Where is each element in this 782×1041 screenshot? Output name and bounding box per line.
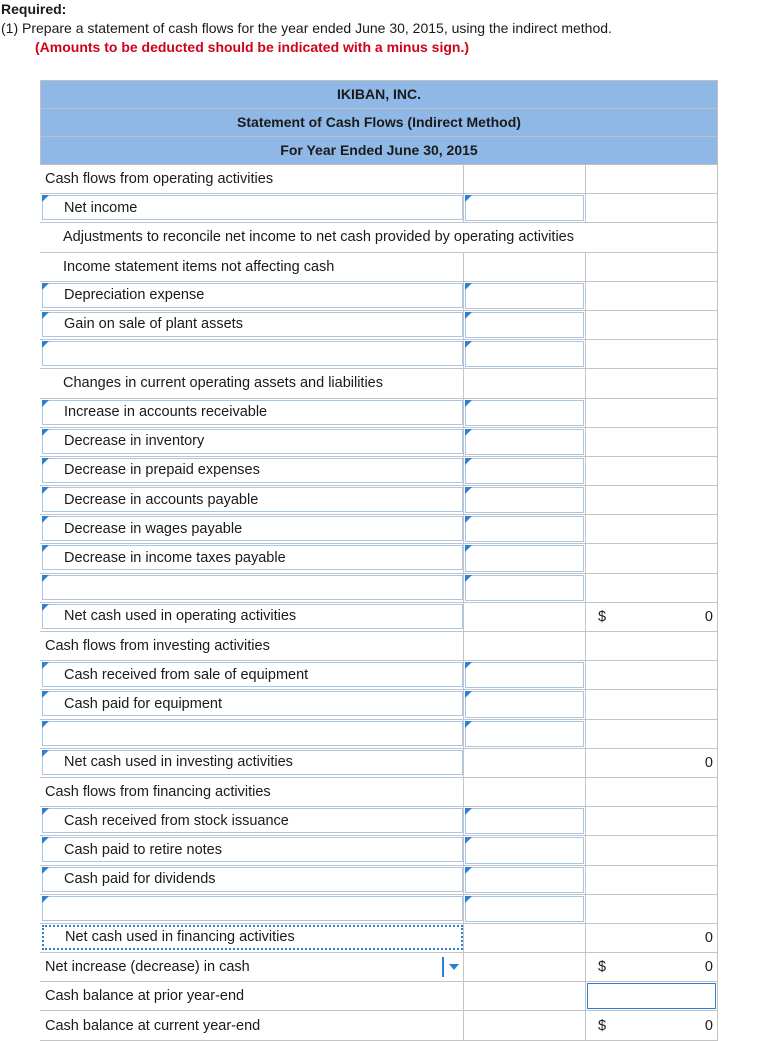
company-name: IKIBAN, INC. — [40, 80, 718, 108]
input-marker-icon — [465, 487, 472, 494]
total-cell — [585, 457, 718, 485]
row-label: Cash paid to retire notes — [64, 841, 222, 858]
dropdown-marker-icon — [42, 604, 49, 611]
row-label: Decrease in prepaid expenses — [64, 462, 260, 479]
row-label: Decrease in wages payable — [64, 520, 243, 537]
row-net-cash-operating — [40, 603, 718, 632]
total-cell — [585, 661, 718, 689]
input-marker-icon — [465, 662, 472, 669]
amount-input[interactable] — [465, 721, 584, 747]
amount-cell — [463, 165, 585, 193]
dropdown-marker-icon — [42, 516, 49, 523]
input-marker-icon — [465, 195, 472, 202]
total-cell — [585, 924, 718, 952]
row-label: Income statement items not affecting cash — [63, 258, 335, 275]
amount-cell — [463, 399, 585, 427]
row-blank-entry — [40, 574, 718, 603]
dropdown-marker-icon — [42, 283, 49, 290]
total-cell — [585, 1011, 718, 1039]
row-label: Net cash used in operating activities — [64, 608, 297, 625]
row-label: Cash flows from investing activities — [45, 638, 270, 655]
amount-cell — [463, 603, 585, 631]
dropdown-marker-icon — [42, 487, 49, 494]
total-value: 0 — [704, 1017, 713, 1034]
amount-cell — [463, 515, 585, 543]
total-cell — [585, 194, 718, 222]
row-blank-entry — [40, 720, 718, 749]
amount-cell — [463, 982, 585, 1010]
row-label: Cash received from sale of equipment — [64, 666, 309, 683]
amount-input[interactable] — [465, 341, 584, 367]
dropdown-arrow-icon[interactable] — [442, 957, 460, 977]
total-cell — [585, 632, 718, 660]
total-value: 0 — [704, 929, 713, 946]
row-sale-of-equipment — [40, 661, 718, 690]
row-label: Cash balance at current year-end — [45, 1017, 261, 1034]
row-cash-prior — [40, 982, 718, 1011]
account-select[interactable] — [42, 458, 463, 483]
amount-cell — [463, 924, 585, 952]
dropdown-marker-icon — [42, 575, 49, 582]
amount-input[interactable] — [465, 283, 584, 309]
amount-input[interactable] — [465, 429, 584, 455]
input-marker-icon — [465, 575, 472, 582]
row-label: Cash flows from financing activities — [45, 784, 271, 801]
amount-cell — [463, 895, 585, 923]
dropdown-marker-icon — [42, 896, 49, 903]
row-label: Depreciation expense — [64, 287, 205, 304]
dropdown-marker-icon — [42, 691, 49, 698]
account-select[interactable] — [42, 400, 463, 425]
instructions — [1, 0, 612, 57]
row-label: Decrease in income taxes payable — [64, 549, 286, 566]
amount-cell — [463, 340, 585, 368]
row-income-taxes-payable — [40, 544, 718, 573]
total-cell — [585, 574, 718, 602]
row-label: Cash paid for dividends — [64, 871, 216, 887]
input-marker-icon — [465, 691, 472, 698]
row-blank-entry — [40, 895, 718, 924]
statement-period: For Year Ended June 30, 2015 — [40, 136, 718, 165]
total-cell — [585, 223, 718, 251]
row-cash-current — [40, 1011, 718, 1040]
instruction-line: (1) Prepare a statement of cash flows for the year ended June 30, 2015, using the indirect method. — [1, 20, 612, 36]
row-label: Net increase (decrease) in cash — [45, 959, 250, 976]
amount-input[interactable] — [465, 195, 584, 221]
amount-input[interactable] — [465, 867, 584, 893]
amount-input[interactable] — [465, 487, 584, 513]
total-cell — [585, 720, 718, 748]
dropdown-marker-icon — [42, 750, 49, 757]
row-net-cash-investing — [40, 749, 718, 778]
total-cell — [585, 749, 718, 777]
dropdown-marker-icon — [42, 662, 49, 669]
row-paid-for-equipment — [40, 690, 718, 719]
row-blank-entry — [40, 340, 718, 369]
total-cell — [585, 428, 718, 456]
amount-cell — [463, 194, 585, 222]
row-label: Cash balance at prior year-end — [45, 988, 245, 1005]
account-select[interactable] — [42, 837, 463, 862]
amount-cell — [463, 1011, 585, 1039]
total-cell — [585, 836, 718, 864]
row-dividends — [40, 866, 718, 895]
row-net-income — [40, 194, 718, 223]
row-label: Increase in accounts receivable — [64, 404, 268, 420]
amount-cell — [463, 253, 585, 281]
row-retire-notes — [40, 836, 718, 865]
total-cell — [585, 399, 718, 427]
account-select[interactable] — [42, 867, 463, 892]
input-marker-icon — [465, 896, 472, 903]
row-label: Cash received from stock issuance — [64, 812, 289, 829]
dropdown-marker-icon — [42, 400, 49, 407]
amount-input[interactable] — [465, 312, 584, 338]
row-changes-heading — [40, 369, 718, 398]
row-inventory — [40, 428, 718, 457]
amount-cell — [463, 690, 585, 718]
amount-input[interactable] — [465, 458, 584, 484]
row-label: Net cash used in financing activities — [65, 929, 295, 946]
amount-input[interactable] — [465, 691, 584, 717]
section-investing — [40, 632, 718, 661]
dropdown-marker-icon — [42, 721, 49, 728]
account-select[interactable] — [42, 750, 463, 775]
total-cell — [585, 603, 718, 631]
amount-cell — [463, 486, 585, 514]
total-cell — [585, 311, 718, 339]
amount-cell — [463, 544, 585, 572]
total-cell — [585, 165, 718, 193]
dropdown-marker-icon — [42, 312, 49, 319]
account-select[interactable] — [42, 545, 463, 570]
amount-cell — [463, 369, 585, 397]
account-select[interactable] — [42, 341, 463, 366]
dropdown-marker-icon — [42, 837, 49, 844]
cursor-bar — [442, 957, 444, 977]
amount-input[interactable] — [465, 662, 584, 688]
required-heading: Required: — [1, 1, 67, 17]
total-value: 0 — [704, 608, 713, 625]
row-gain-on-sale — [40, 311, 718, 340]
input-marker-icon — [465, 808, 472, 815]
amount-input[interactable] — [465, 516, 584, 542]
account-select[interactable] — [42, 575, 463, 600]
account-select[interactable] — [42, 516, 463, 541]
amount-input[interactable] — [465, 808, 584, 834]
account-select[interactable] — [42, 429, 463, 454]
amount-cell — [463, 311, 585, 339]
total-cell — [585, 515, 718, 543]
amount-cell — [463, 574, 585, 602]
total-cell — [585, 807, 718, 835]
section-financing — [40, 778, 718, 807]
input-marker-icon — [465, 283, 472, 290]
account-select[interactable] — [42, 487, 463, 512]
account-select[interactable] — [42, 896, 463, 921]
row-net-increase — [40, 953, 718, 982]
input-marker-icon — [465, 837, 472, 844]
amount-cell — [463, 749, 585, 777]
amount-cell — [463, 866, 585, 894]
row-label: Decrease in inventory — [64, 433, 205, 450]
row-label: Net cash used in investing activities — [64, 754, 293, 771]
dollar-sign: $ — [598, 608, 607, 625]
total-value: 0 — [704, 754, 713, 771]
dollar-sign: $ — [598, 1017, 607, 1034]
amount-input[interactable] — [465, 837, 584, 863]
account-select[interactable] — [42, 312, 463, 337]
amount-input[interactable] — [465, 896, 584, 922]
input-marker-icon — [465, 400, 472, 407]
row-label: Gain on sale of plant assets — [64, 316, 243, 333]
row-label: Cash paid for equipment — [64, 695, 222, 712]
prior-balance-input[interactable] — [587, 983, 716, 1009]
amount-cell — [463, 720, 585, 748]
account-select[interactable] — [42, 283, 463, 308]
row-depreciation — [40, 282, 718, 311]
amount-cell — [463, 836, 585, 864]
row-label: Changes in current operating assets and liabilities — [63, 375, 383, 392]
amount-cell — [463, 457, 585, 485]
dollar-sign: $ — [598, 959, 607, 976]
input-marker-icon — [465, 341, 472, 348]
row-accounts-payable — [40, 486, 718, 515]
amount-cell — [463, 428, 585, 456]
dropdown-marker-icon — [42, 545, 49, 552]
total-cell — [585, 282, 718, 310]
minus-sign-note: (Amounts to be deducted should be indicated with a minus sign.) — [35, 39, 470, 55]
row-stock-issuance — [40, 807, 718, 836]
input-marker-icon — [465, 721, 472, 728]
amount-input[interactable] — [465, 400, 584, 426]
dropdown-marker-icon — [42, 429, 49, 436]
total-cell — [585, 866, 718, 894]
row-label: Adjustments to reconcile net income to net cash provided by operating activities — [63, 229, 574, 246]
amount-cell — [463, 282, 585, 310]
row-adjustments-heading — [40, 223, 718, 252]
total-cell — [585, 544, 718, 572]
total-cell — [585, 953, 718, 981]
amount-cell — [463, 778, 585, 806]
row-wages-payable — [40, 515, 718, 544]
account-select[interactable] — [42, 604, 463, 629]
dropdown-marker-icon — [42, 867, 49, 874]
total-cell — [585, 486, 718, 514]
dropdown-marker-icon — [42, 458, 49, 465]
dropdown-marker-icon — [42, 808, 49, 815]
input-marker-icon — [465, 867, 472, 874]
row-label: Decrease in accounts payable — [64, 491, 259, 508]
total-cell — [585, 253, 718, 281]
account-select[interactable] — [42, 662, 463, 687]
total-cell — [585, 982, 718, 1010]
dropdown-marker-icon — [42, 195, 49, 202]
section-operating — [40, 165, 718, 194]
row-noncash-heading — [40, 253, 718, 282]
dropdown-marker-icon — [42, 341, 49, 348]
amount-cell — [463, 953, 585, 981]
chevron-down-icon — [449, 964, 459, 970]
total-cell — [585, 895, 718, 923]
amount-cell — [463, 807, 585, 835]
statement-title: Statement of Cash Flows (Indirect Method) — [40, 108, 718, 136]
input-marker-icon — [465, 516, 472, 523]
amount-cell — [463, 661, 585, 689]
input-marker-icon — [465, 429, 472, 436]
row-net-cash-financing — [40, 924, 718, 953]
row-label: Net income — [64, 199, 138, 216]
amount-input[interactable] — [465, 545, 584, 571]
account-select[interactable] — [42, 195, 463, 220]
total-cell — [585, 690, 718, 718]
account-select[interactable] — [42, 808, 463, 833]
account-select-focused[interactable] — [42, 925, 463, 950]
total-cell — [585, 778, 718, 806]
cash-flow-statement — [40, 80, 718, 1041]
account-select[interactable] — [42, 721, 463, 746]
row-label: Cash flows from operating activities — [45, 171, 274, 188]
input-marker-icon — [465, 312, 472, 319]
account-select[interactable] — [42, 691, 463, 716]
amount-cell — [463, 632, 585, 660]
total-cell — [585, 369, 718, 397]
input-marker-icon — [465, 458, 472, 465]
input-marker-icon — [465, 545, 472, 552]
amount-input[interactable] — [465, 575, 584, 601]
row-accounts-receivable — [40, 399, 718, 428]
total-cell — [585, 340, 718, 368]
total-value: 0 — [704, 959, 713, 976]
row-prepaid-expenses — [40, 457, 718, 486]
